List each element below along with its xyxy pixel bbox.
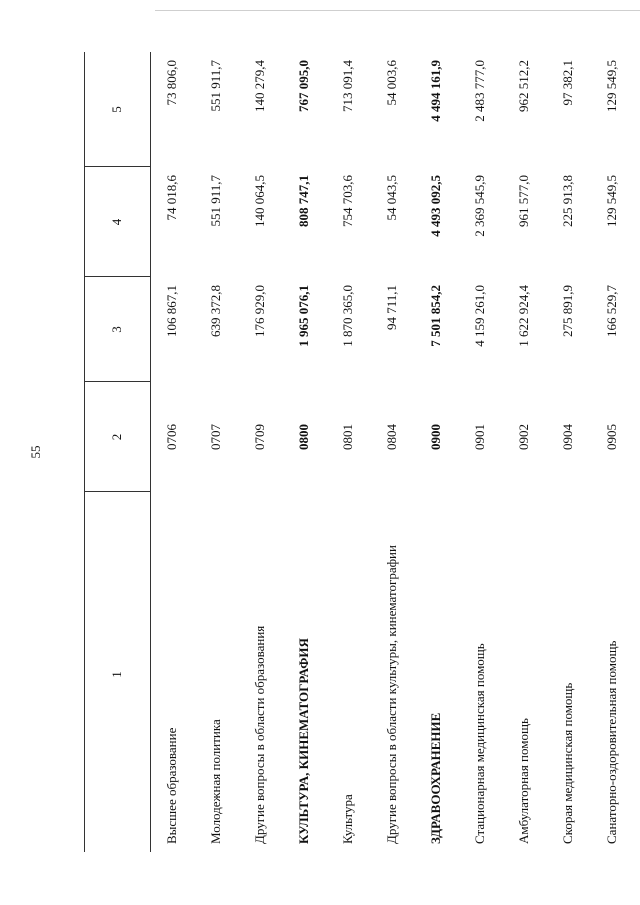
row-code: 0804 bbox=[384, 424, 399, 450]
row-value-col4: 54 043,5 bbox=[384, 175, 399, 221]
header-col-1: 1 bbox=[109, 671, 124, 678]
row-name: Амбулаторная помощь bbox=[516, 718, 531, 844]
header-col-3: 3 bbox=[109, 326, 124, 333]
row-value-col3: 166 529,7 bbox=[604, 285, 619, 337]
table-row bbox=[590, 0, 634, 852]
row-value-col4: 961 577,0 bbox=[516, 175, 531, 227]
row-code: 0709 bbox=[252, 424, 267, 450]
row-value-col5: 140 279,4 bbox=[252, 60, 267, 112]
row-code: 0707 bbox=[208, 424, 223, 450]
row-value-col5: 54 003,6 bbox=[384, 60, 399, 106]
row-value-col4: 129 549,5 bbox=[604, 175, 619, 227]
budget-table bbox=[84, 0, 640, 852]
row-name: КУЛЬТУРА, КИНЕМАТОГРАФИЯ bbox=[296, 638, 311, 844]
row-value-col5: 73 806,0 bbox=[164, 60, 179, 106]
row-value-col5: 97 382,1 bbox=[560, 60, 575, 106]
row-name: Другие вопросы в области культуры, кинематографии bbox=[384, 545, 399, 844]
row-value-col4: 808 747,1 bbox=[296, 175, 311, 227]
row-value-col5: 551 911,7 bbox=[208, 60, 223, 112]
row-name: Культура bbox=[340, 794, 355, 844]
row-value-col5: 767 095,0 bbox=[296, 60, 311, 112]
row-value-col3: 1 622 924,4 bbox=[516, 285, 531, 347]
table-row bbox=[282, 0, 326, 852]
row-name: Молодежная политика bbox=[208, 719, 223, 844]
row-code: 0900 bbox=[428, 424, 443, 450]
row-value-col3: 1 870 365,0 bbox=[340, 285, 355, 347]
row-name: ЗДРАВООХРАНЕНИЕ bbox=[428, 712, 443, 844]
row-value-col5: 129 549,5 bbox=[604, 60, 619, 112]
row-name: Санаторно-оздоровительная помощь bbox=[604, 640, 619, 844]
table-header-row bbox=[84, 0, 150, 852]
row-value-col4: 2 369 545,9 bbox=[472, 175, 487, 237]
row-value-col3: 7 501 854,2 bbox=[428, 285, 443, 347]
table-row bbox=[370, 0, 414, 852]
table-row bbox=[326, 0, 370, 852]
row-value-col3: 94 711,1 bbox=[384, 285, 399, 331]
row-value-col4: 140 064,5 bbox=[252, 175, 267, 227]
header-divider bbox=[84, 276, 150, 277]
row-value-col5: 962 512,2 bbox=[516, 60, 531, 112]
row-value-col5: 2 483 777,0 bbox=[472, 60, 487, 122]
row-code: 0901 bbox=[472, 424, 487, 450]
row-value-col5: 713 091,4 bbox=[340, 60, 355, 112]
row-value-col3: 275 891,9 bbox=[560, 285, 575, 337]
header-col-5: 5 bbox=[109, 106, 124, 113]
table-row bbox=[502, 0, 546, 852]
row-value-col4: 551 911,7 bbox=[208, 175, 223, 227]
row-value-col4: 4 493 092,5 bbox=[428, 175, 443, 237]
row-name: Стационарная медицинская помощь bbox=[472, 643, 487, 844]
row-value-col3: 1 965 076,1 bbox=[296, 285, 311, 347]
header-divider bbox=[84, 381, 150, 382]
row-name: Высшее образование bbox=[164, 727, 179, 844]
row-code: 0801 bbox=[340, 424, 355, 450]
row-value-col3: 106 867,1 bbox=[164, 285, 179, 337]
page-number: 55 bbox=[28, 445, 43, 459]
row-code: 0905 bbox=[604, 424, 619, 450]
row-value-col3: 639 372,8 bbox=[208, 285, 223, 337]
table-row bbox=[194, 0, 238, 852]
table-row bbox=[546, 0, 590, 852]
row-value-col3: 176 929,0 bbox=[252, 285, 267, 337]
row-name: Другие вопросы в области образования bbox=[252, 625, 267, 844]
table-row bbox=[414, 0, 458, 852]
table-row bbox=[150, 0, 194, 852]
row-value-col3: 4 159 261,0 bbox=[472, 285, 487, 347]
header-col-4: 4 bbox=[109, 218, 124, 226]
header-divider bbox=[84, 166, 150, 167]
row-code: 0904 bbox=[560, 424, 575, 450]
row-code: 0706 bbox=[164, 424, 179, 450]
header-divider bbox=[84, 491, 150, 492]
row-value-col4: 225 913,8 bbox=[560, 175, 575, 227]
row-name: Скорая медицинская помощь bbox=[560, 682, 575, 844]
header-top-rule bbox=[84, 52, 85, 852]
row-value-col5: 4 494 161,9 bbox=[428, 60, 443, 122]
table-row bbox=[458, 0, 502, 852]
row-code: 0902 bbox=[516, 424, 531, 450]
row-value-col4: 754 703,6 bbox=[340, 175, 355, 227]
header-col-2: 2 bbox=[109, 433, 124, 441]
table-row bbox=[238, 0, 282, 852]
row-value-col4: 74 018,6 bbox=[164, 175, 179, 221]
row-code: 0800 bbox=[296, 424, 311, 450]
